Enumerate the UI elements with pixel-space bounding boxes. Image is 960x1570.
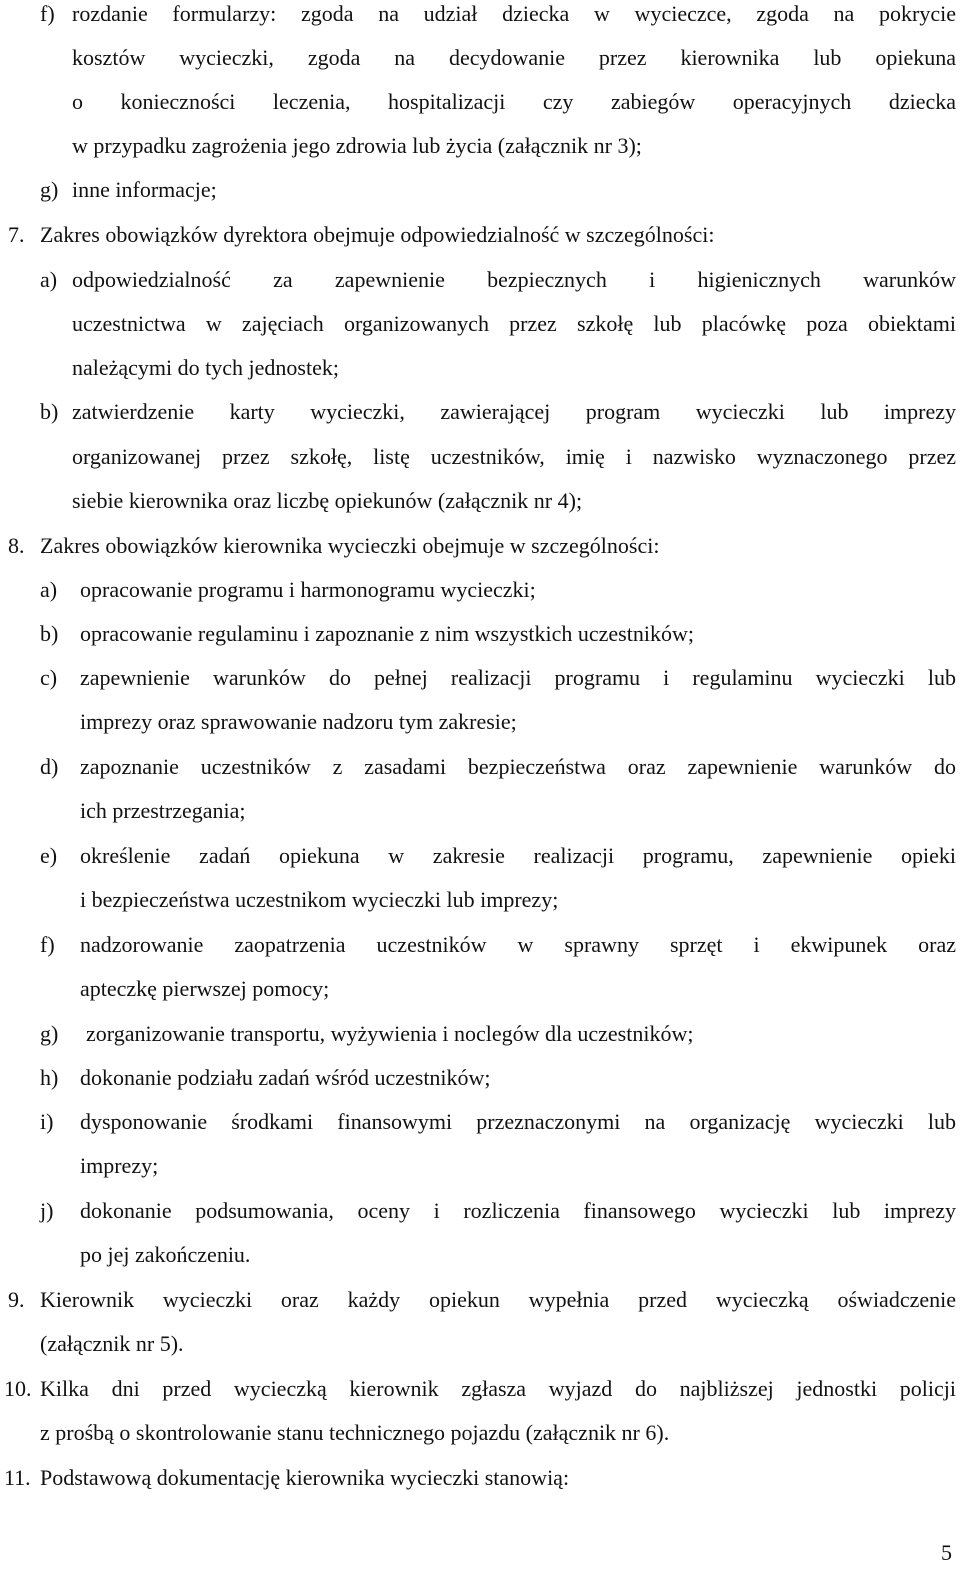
item-label-7b: b) xyxy=(40,399,59,424)
item-8b-line-1: opracowanie regulaminu i zapoznanie z nim wszystkich uczestników; xyxy=(80,621,694,646)
item-label-8d: d) xyxy=(40,754,59,779)
item-6f-line-4: w przypadku zagrożenia jego zdrowia lub życia (załącznik nr 3); xyxy=(72,133,642,158)
item-label-8c: c) xyxy=(40,665,58,690)
item-8g-line-1: zorganizowanie transportu, wyżywienia i noclegów dla uczestników; xyxy=(86,1021,694,1046)
item-label-8i: i) xyxy=(40,1109,54,1134)
item-7b-line-2: organizowanej przez szkołę, listę uczestników, imię i nazwisko wyznaczonego przez xyxy=(72,444,956,469)
item-8e-line-1: określenie zadań opiekuna w zakresie realizacji programu, zapewnienie opieki xyxy=(80,843,956,868)
item-label-8j: j) xyxy=(40,1198,54,1223)
item-label-6f: f) xyxy=(40,1,55,26)
section-9-line-2: (załącznik nr 5). xyxy=(40,1331,184,1356)
item-label-8e: e) xyxy=(40,843,58,868)
item-label-8b: b) xyxy=(40,621,59,646)
item-8c-line-1: zapewnienie warunków do pełnej realizacji programu i regulaminu wycieczki lub xyxy=(80,665,956,690)
item-8j-line-2: po jej zakończeniu. xyxy=(80,1242,251,1267)
item-8f-line-2: apteczkę pierwszej pomocy; xyxy=(80,976,330,1001)
section-10-number: 10. xyxy=(4,1376,32,1401)
item-7b-line-1: zatwierdzenie karty wycieczki, zawierającej program wycieczki lub imprezy xyxy=(72,399,956,424)
section-8-title: Zakres obowiązków kierownika wycieczki obejmuje w szczególności: xyxy=(40,533,660,558)
item-label-8h: h) xyxy=(40,1065,59,1090)
item-8i-line-1: dysponowanie środkami finansowymi przeznaczonymi na organizację wycieczki lub xyxy=(80,1109,956,1134)
item-7a-line-3: należącymi do tych jednostek; xyxy=(72,355,339,380)
item-6f-line-3: o konieczności leczenia, hospitalizacji czy zabiegów operacyjnych dziecka xyxy=(72,89,956,114)
item-6g-text: inne informacje; xyxy=(72,177,217,202)
section-10-line-1: Kilka dni przed wycieczką kierownik zgłasza wyjazd do najbliższej jednostki policji xyxy=(40,1376,956,1401)
item-label-8g: g) xyxy=(40,1021,59,1046)
item-6f-line-2: kosztów wycieczki, zgoda na decydowanie przez kierownika lub opiekuna xyxy=(72,45,956,70)
item-7a-line-2: uczestnictwa w zajęciach organizowanych przez szkołę lub placówkę poza obiektami xyxy=(72,311,956,336)
section-9-number: 9. xyxy=(8,1287,25,1312)
item-label-6g: g) xyxy=(40,177,59,202)
item-8h-line-1: dokonanie podziału zadań wśród uczestników; xyxy=(80,1065,491,1090)
item-7b-line-3: siebie kierownika oraz liczbę opiekunów (załącznik nr 4); xyxy=(72,488,583,513)
item-label-7a: a) xyxy=(40,267,58,292)
page-number: 5 xyxy=(941,1540,952,1565)
item-8a-line-1: opracowanie programu i harmonogramu wycieczki; xyxy=(80,577,536,602)
section-7-title: Zakres obowiązków dyrektora obejmuje odpowiedzialność w szczególności: xyxy=(40,222,715,247)
item-label-8f: f) xyxy=(40,932,55,957)
item-8f-line-1: nadzorowanie zaopatrzenia uczestników w sprawny sprzęt i ekwipunek oraz xyxy=(80,932,956,957)
section-11-number: 11. xyxy=(4,1465,31,1490)
item-8i-line-2: imprezy; xyxy=(80,1153,159,1178)
item-8c-line-2: imprezy oraz sprawowanie nadzoru tym zakresie; xyxy=(80,709,517,734)
item-8j-line-1: dokonanie podsumowania, oceny i rozliczenia finansowego wycieczki lub imprezy xyxy=(80,1198,956,1223)
section-7-number: 7. xyxy=(8,222,25,247)
section-8-number: 8. xyxy=(8,533,25,558)
item-8d-line-2: ich przestrzegania; xyxy=(80,798,246,823)
item-8e-line-2: i bezpieczeństwa uczestnikom wycieczki lub imprezy; xyxy=(80,887,559,912)
item-7a-line-1: odpowiedzialność za zapewnienie bezpiecznych i higienicznych warunków xyxy=(72,267,956,292)
section-11-title: Podstawową dokumentację kierownika wycieczki stanowią: xyxy=(40,1465,570,1490)
item-8d-line-1: zapoznanie uczestników z zasadami bezpieczeństwa oraz zapewnienie warunków do xyxy=(80,754,956,779)
section-9-line-1: Kierownik wycieczki oraz każdy opiekun wypełnia przed wycieczką oświadczenie xyxy=(40,1287,956,1312)
section-10-line-2: z prośbą o skontrolowanie stanu technicznego pojazdu (załącznik nr 6). xyxy=(40,1420,670,1445)
item-6f-line-1: rozdanie formularzy: zgoda na udział dziecka w wycieczce, zgoda na pokrycie xyxy=(72,1,956,26)
item-label-8a: a) xyxy=(40,577,58,602)
